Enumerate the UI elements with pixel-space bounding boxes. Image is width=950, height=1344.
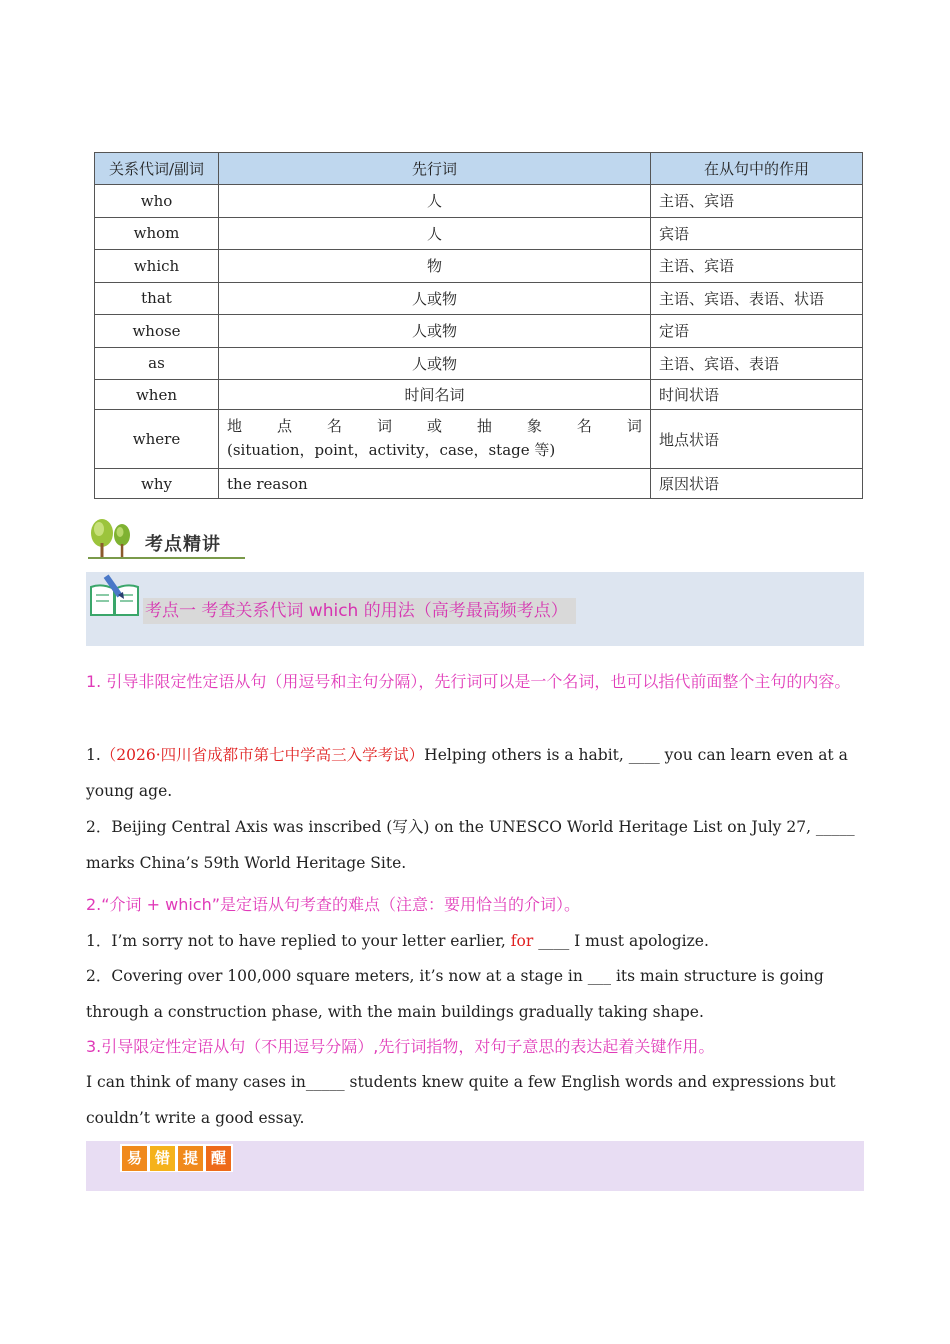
reminder-char: 错 xyxy=(150,1146,175,1171)
word-cell: that xyxy=(95,282,219,315)
reminder-char: 易 xyxy=(122,1146,147,1171)
highlighted-preposition: for xyxy=(510,932,534,950)
point1-example-2: 2．Beijing Central Axis was inscribed (写入) on the UNESCO World Heritage List on July 27, _____ marks China’s 59th World Heritage Site. xyxy=(86,818,855,872)
reminder-char: 提 xyxy=(178,1146,203,1171)
word-cell: whose xyxy=(95,315,219,348)
role-cell: 定语 xyxy=(651,315,863,348)
example-number: 1. xyxy=(86,746,101,764)
antecedent-cell: the reason xyxy=(219,469,651,499)
reminder-char: 醒 xyxy=(206,1146,231,1171)
table-row xyxy=(95,315,863,348)
role-cell: 宾语 xyxy=(651,217,863,250)
exam-source: （2026·四川省成都市第七中学高三入学考试） xyxy=(100,746,425,764)
role-cell: 地点状语 xyxy=(651,410,863,469)
antecedent-line-2: (situation，point，activity，case，stage 等) xyxy=(227,441,556,459)
word-cell: who xyxy=(95,185,219,218)
role-cell: 主语、宾语、表语 xyxy=(651,347,863,380)
antecedent-cell: 物 xyxy=(219,250,651,283)
point3-example: I can think of many cases in_____ students knew quite a few English words and expressions but couldn’t write a good essay. xyxy=(86,1073,836,1127)
word-cell: when xyxy=(95,380,219,410)
section-header-underline xyxy=(88,557,245,559)
antecedent-cell: 人或物 xyxy=(219,282,651,315)
point2-example-1: 1．I’m sorry not to have replied to your letter earlier, for ____ I must apologize. xyxy=(86,932,709,950)
table-row xyxy=(95,185,863,218)
table-row xyxy=(95,380,863,410)
antecedent-cell: 人 xyxy=(219,217,651,250)
antecedent-cell: 人 xyxy=(219,185,651,218)
point1-example-1 xyxy=(86,737,864,809)
antecedent-cell xyxy=(219,410,651,469)
table-row xyxy=(95,282,863,315)
point2-heading: 2.“介词 + which”是定语从句考查的难点（注意：要用恰当的介词）。 xyxy=(86,895,581,914)
table-header-row xyxy=(95,153,863,185)
relative-pronoun-table xyxy=(94,152,863,499)
section-header-title: 考点精讲 xyxy=(145,534,221,555)
header-role: 在从句中的作用 xyxy=(651,153,863,185)
antecedent-cell: 人或物 xyxy=(219,347,651,380)
role-cell: 原因状语 xyxy=(651,469,863,499)
topic-title: 考点一 考查关系代词 which 的用法（高考最高频考点） xyxy=(143,598,576,624)
role-cell: 主语、宾语 xyxy=(651,185,863,218)
role-cell: 主语、宾语 xyxy=(651,250,863,283)
word-cell: where xyxy=(95,410,219,469)
table-row xyxy=(95,410,863,469)
header-antecedent: 先行词 xyxy=(219,153,651,185)
book-pencil-icon xyxy=(88,573,142,619)
header-word: 关系代词/副词 xyxy=(95,153,219,185)
table-row xyxy=(95,250,863,283)
role-cell: 主语、宾语、表语、状语 xyxy=(651,282,863,315)
point3-heading: 3.引导限定性定语从句（不用逗号分隔）,先行词指物，对句子意思的表达起着关键作用。 xyxy=(86,1037,715,1056)
antecedent-line-1: 地 点 名 词 或 抽 象 名 词 xyxy=(227,417,642,435)
table-row xyxy=(95,217,863,250)
reminder-tag xyxy=(120,1144,233,1172)
word-cell: whom xyxy=(95,217,219,250)
antecedent-cell: 人或物 xyxy=(219,315,651,348)
point1-heading: 1. 引导非限定性定语从句（用逗号和主句分隔），先行词可以是一个名词，也可以指代前面整个主句的内容。 xyxy=(86,672,851,691)
table-row xyxy=(95,469,863,499)
antecedent-cell: 时间名词 xyxy=(219,380,651,410)
word-cell: why xyxy=(95,469,219,499)
role-cell: 时间状语 xyxy=(651,380,863,410)
word-cell: as xyxy=(95,347,219,380)
example-text: Helping others is a habit, ____ you can learn even at a young age. xyxy=(86,746,848,800)
point2-example-2: 2．Covering over 100,000 square meters, it’s now at a stage in ___ its main structure is going through a construction phase, with the main buildings gradually taking shape. xyxy=(86,967,824,1021)
word-cell: which xyxy=(95,250,219,283)
table-row xyxy=(95,347,863,380)
